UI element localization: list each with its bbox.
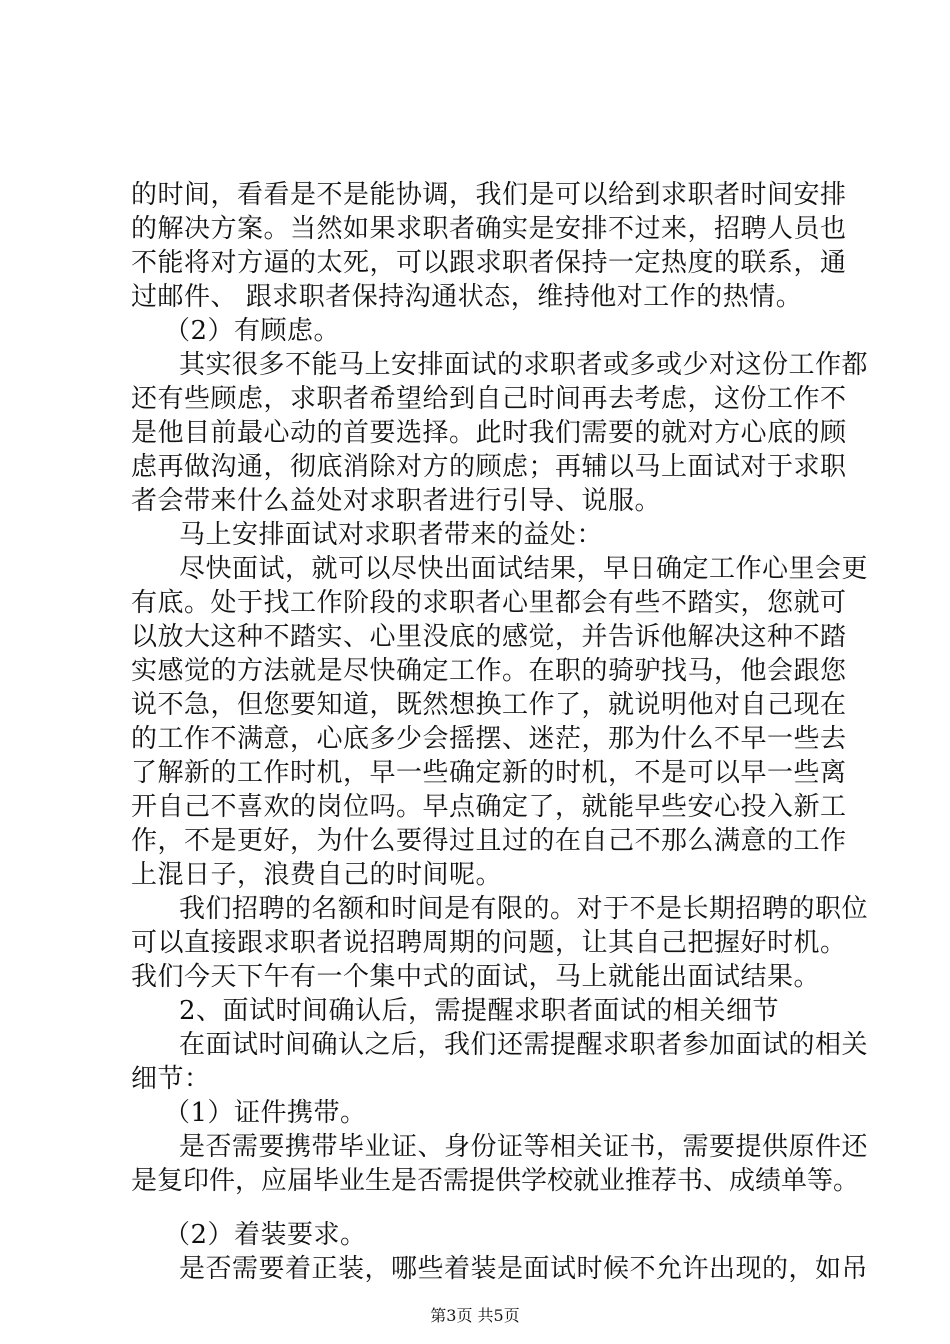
text-line: 的时间，看看是不是能协调，我们是可以给到求职者时间安排	[131, 180, 847, 210]
section-heading: 2、面试时间确认后，需提醒求职者面试的相关细节	[179, 996, 780, 1026]
paragraph-start-line: 是否需要携带毕业证、身份证等相关证书，需要提供原件还	[179, 1132, 869, 1162]
paragraph-start-line: 其实很多不能马上安排面试的求职者或多或少对这份工作都	[179, 350, 869, 380]
text-line: 者会带来什么益处对求职者进行引导、说服。	[131, 486, 662, 516]
text-line: 可以直接跟求职者说招聘周期的问题，让其自己把握好时机。	[131, 928, 847, 958]
text-line: 以放大这种不踏实、心里没底的感觉，并告诉他解决这种不踏	[131, 622, 847, 652]
text-line: 实感觉的方法就是尽快确定工作。在职的骑驴找马，他会跟您	[131, 656, 847, 686]
text-line: 了解新的工作时机，早一些确定新的时机，不是可以早一些离	[131, 758, 847, 788]
text-line: 上混日子，浪费自己的时间呢。	[131, 860, 503, 890]
paragraph-start-line: 我们招聘的名额和时间是有限的。对于不是长期招聘的职位	[179, 894, 869, 924]
section-heading: （2）有顾虑。	[164, 316, 341, 346]
section-heading: （2）着装要求。	[164, 1220, 367, 1250]
text-line: 不能将对方逼的太死，可以跟求职者保持一定热度的联系，通	[131, 248, 847, 278]
paragraph-start-line: 是否需要着正装，哪些着装是面试时候不允许出现的，如吊	[179, 1254, 869, 1284]
text-line: 说不急，但您要知道，既然想换工作了，就说明他对自己现在	[131, 690, 847, 720]
section-heading: （1）证件携带。	[164, 1098, 367, 1128]
text-line: 过邮件、 跟求职者保持沟通状态，维持他对工作的热情。	[131, 282, 803, 312]
paragraph-start-line: 在面试时间确认之后，我们还需提醒求职者参加面试的相关	[179, 1030, 869, 1060]
paragraph-start-line: 尽快面试，就可以尽快出面试结果，早日确定工作心里会更	[179, 554, 869, 584]
text-line: 虑再做沟通，彻底消除对方的顾虑；再辅以马上面试对于求职	[131, 452, 847, 482]
text-line: 是复印件，应届毕业生是否需提供学校就业推荐书、成绩单等。	[131, 1166, 860, 1196]
text-line: 有底。处于找工作阶段的求职者心里都会有些不踏实，您就可	[131, 588, 847, 618]
text-line: 的解决方案。当然如果求职者确实是安排不过来，招聘人员也	[131, 214, 847, 244]
text-line: 作，不是更好，为什么要得过且过的在自己不那么满意的工作	[131, 826, 847, 856]
text-line: 是他目前最心动的首要选择。此时我们需要的就对方心底的顾	[131, 418, 847, 448]
page-number-footer: 第3页 共5页	[430, 1306, 520, 1325]
text-line: 的工作不满意，心底多少会摇摆、迷茫，那为什么不早一些去	[131, 724, 847, 754]
text-line: 开自己不喜欢的岗位吗。早点确定了，就能早些安心投入新工	[131, 792, 847, 822]
text-line: 我们今天下午有一个集中式的面试，马上就能出面试结果。	[131, 962, 821, 992]
text-line: 细节：	[131, 1064, 211, 1094]
text-line: 还有些顾虑，求职者希望给到自己时间再去考虑，这份工作不	[131, 384, 847, 414]
paragraph-start-line: 马上安排面试对求职者带来的益处：	[179, 520, 604, 550]
